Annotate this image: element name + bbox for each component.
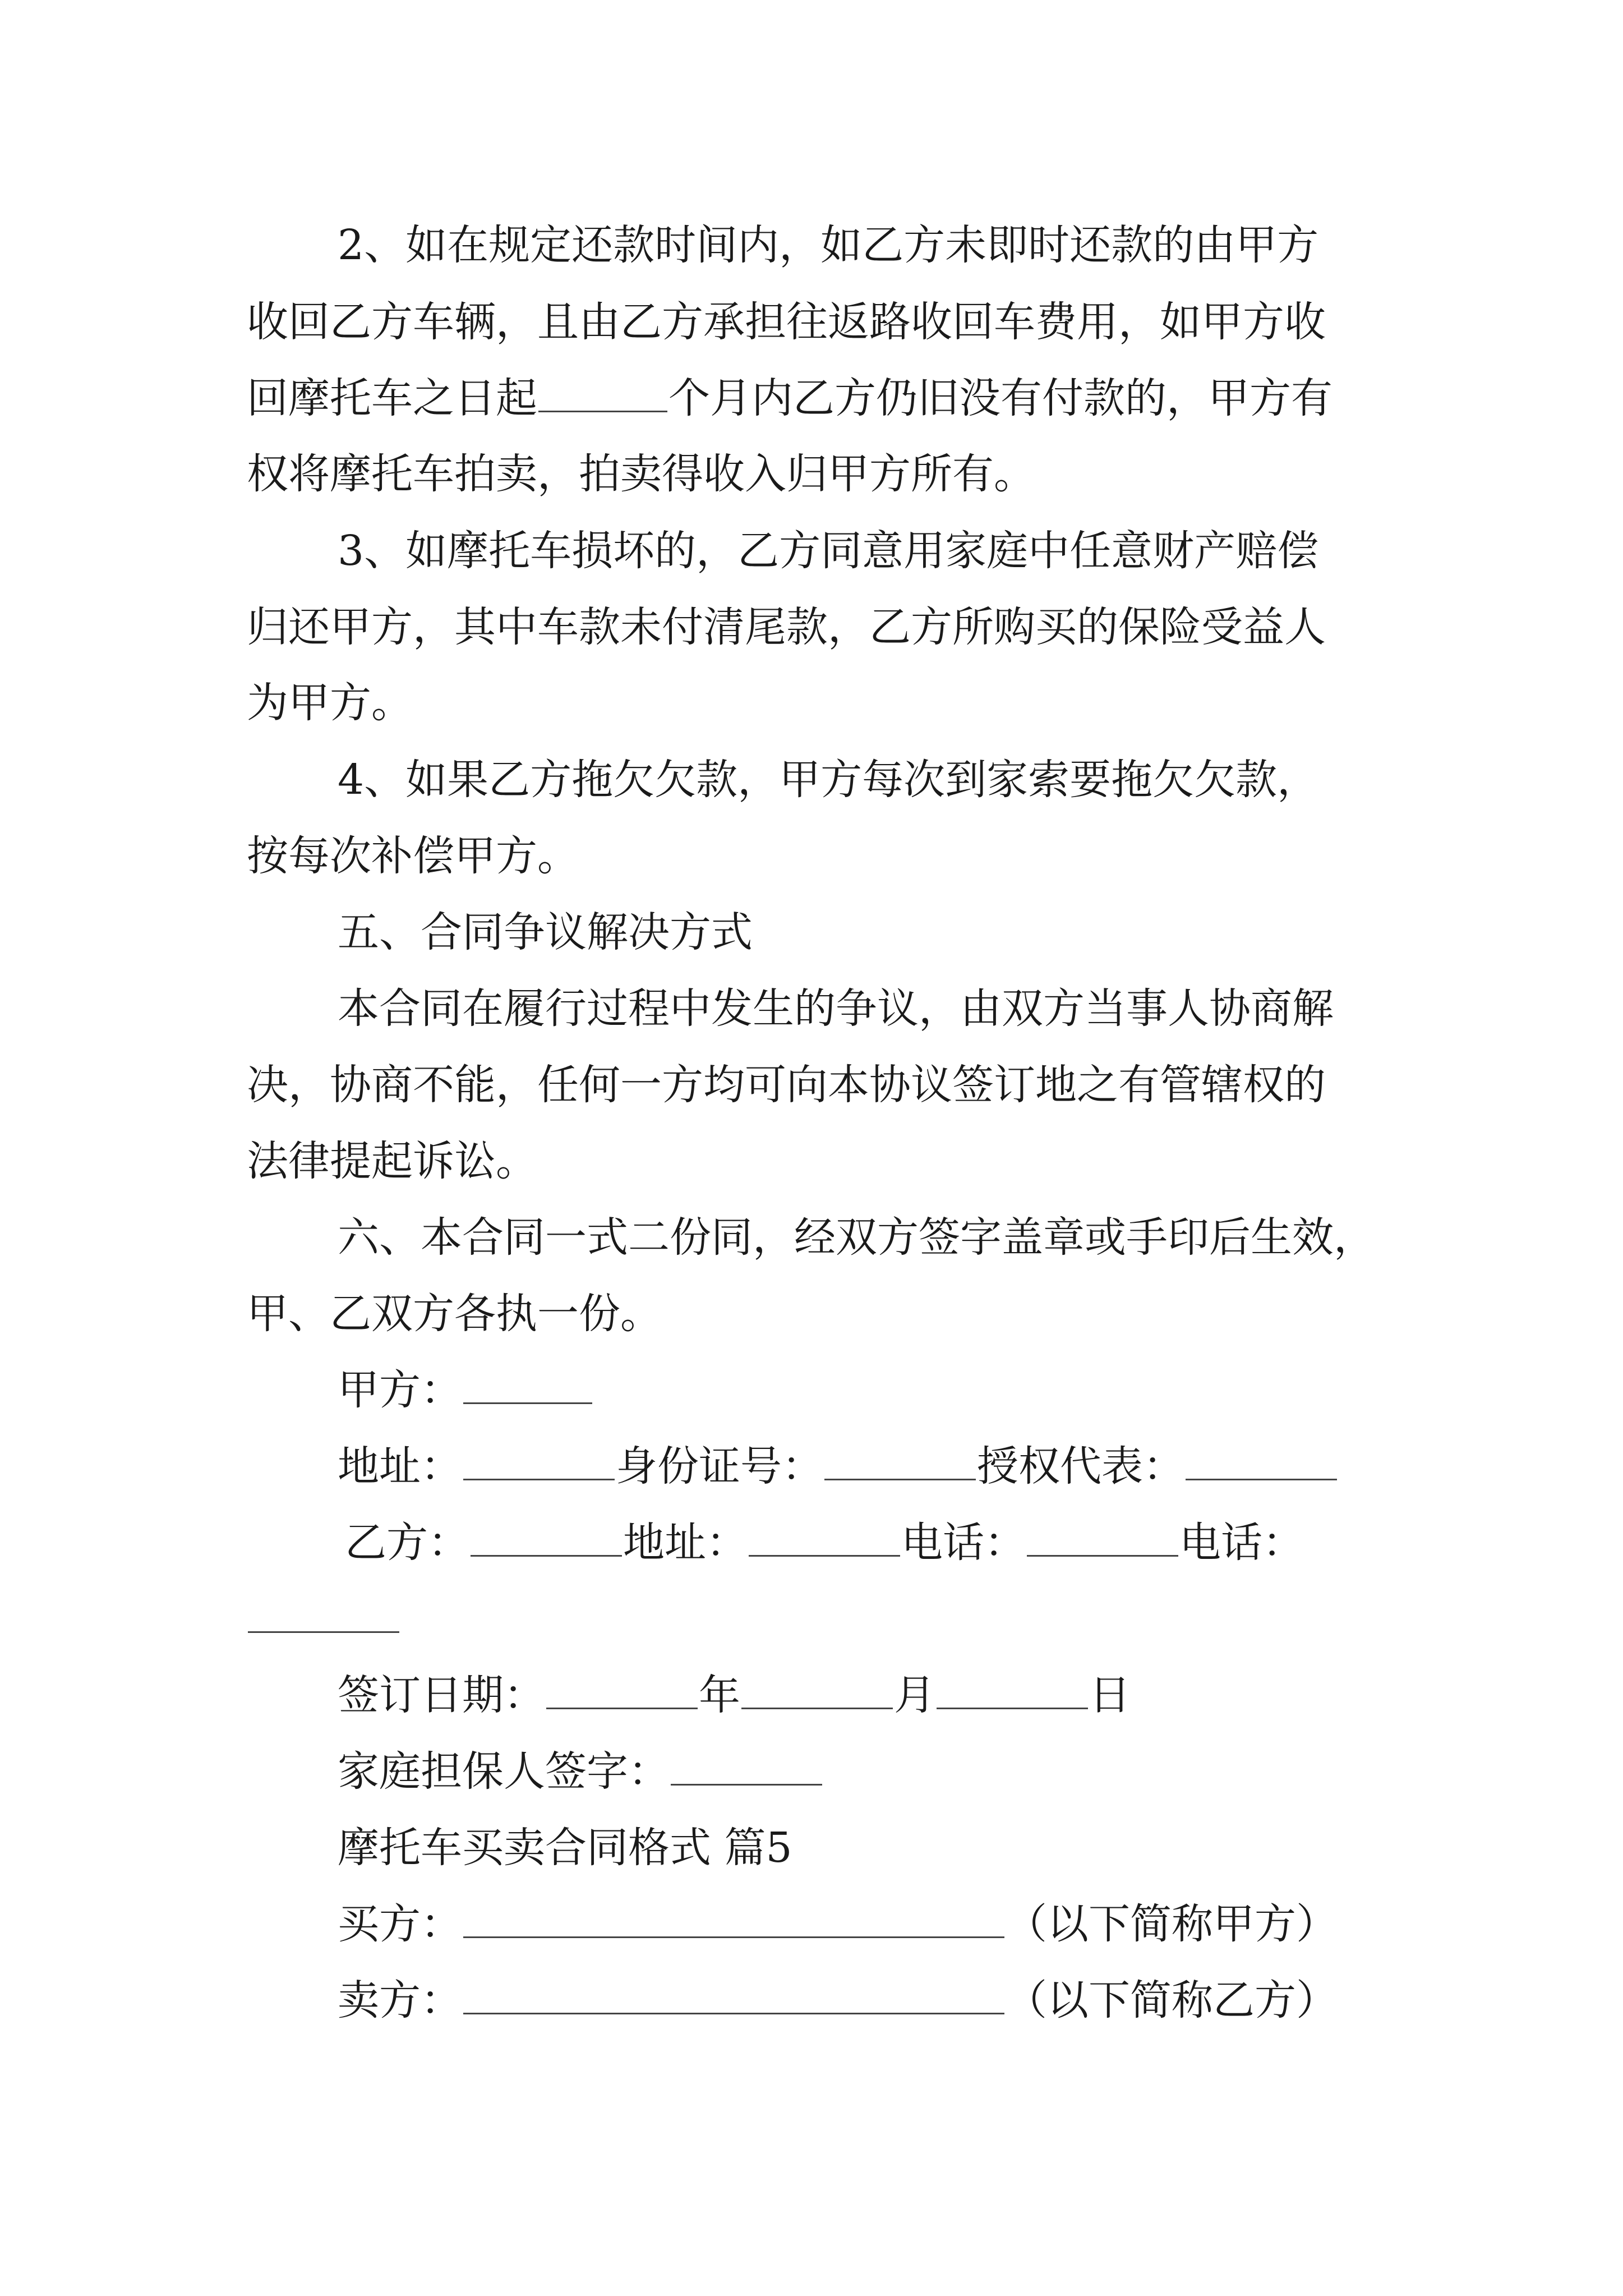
authorized-rep-label: 授权代表： bbox=[977, 1442, 1184, 1490]
guarantor-label: 家庭担保人签字： bbox=[338, 1747, 670, 1796]
buyer-note: （以下简称甲方） bbox=[1006, 1900, 1338, 1948]
buyer-label: 买方： bbox=[338, 1900, 462, 1948]
party-a-row bbox=[338, 1366, 593, 1414]
section-6-line-2: 甲、乙双方各执一份。 bbox=[247, 1290, 662, 1338]
seller-blank bbox=[463, 2012, 1004, 2014]
day-label: 日 bbox=[1089, 1671, 1131, 1719]
clause-4-line-2: 按每次补偿甲方。 bbox=[247, 832, 579, 880]
seller-label: 卖方： bbox=[338, 1976, 462, 2024]
clause-3-line-2: 归还甲方，其中车款未付清尾款，乙方所购买的保险受益人 bbox=[247, 603, 1326, 651]
clause-3-line-1: 3、如摩托车损坏的，乙方同意用家庭中任意财产赔偿 bbox=[338, 527, 1319, 575]
clause-2-line-3-after: 个月内乙方仍旧没有付款的，甲方有 bbox=[668, 374, 1332, 422]
clause-2-line-2: 收回乙方车辆，且由乙方承担往返路收回车费用，如甲方收 bbox=[247, 298, 1326, 346]
seller-note: （以下简称乙方） bbox=[1006, 1976, 1338, 2024]
clause-4-line-1: 4、如果乙方拖欠欠款，甲方每次到家索要拖欠欠款， bbox=[338, 756, 1319, 804]
id-number-blank bbox=[824, 1478, 976, 1480]
year-label: 年 bbox=[699, 1671, 740, 1719]
id-number-label: 身份证号： bbox=[616, 1442, 823, 1490]
address-2-blank bbox=[749, 1554, 900, 1557]
section-6-line-1: 六、本合同一式二份同，经双方签字盖章或手印后生效， bbox=[338, 1213, 1375, 1262]
year-blank bbox=[546, 1707, 698, 1709]
clause-2-line-3-before: 回摩托车之日起 bbox=[247, 374, 537, 422]
buyer-blank bbox=[463, 1936, 1004, 1938]
next-contract-title: 摩托车买卖合同格式 篇5 bbox=[338, 1824, 792, 1872]
phone-2-blank bbox=[248, 1631, 399, 1633]
sign-date-row bbox=[338, 1671, 1131, 1719]
phone-label: 电话： bbox=[901, 1519, 1026, 1567]
address-2-label: 地址： bbox=[623, 1519, 748, 1567]
phone-2-label: 电话： bbox=[1179, 1519, 1304, 1567]
party-a-blank bbox=[463, 1402, 592, 1404]
authorized-rep-blank bbox=[1186, 1478, 1337, 1480]
clause-2-line-4: 权将摩托车拍卖，拍卖得收入归甲方所有。 bbox=[247, 450, 1035, 498]
party-b-blank bbox=[471, 1554, 622, 1557]
section-5-line-2: 决，协商不能，任何一方均可向本协议签订地之有管辖权的 bbox=[247, 1061, 1326, 1109]
party-a-label: 甲方： bbox=[338, 1366, 462, 1414]
month-blank bbox=[741, 1707, 893, 1709]
day-blank bbox=[937, 1707, 1088, 1709]
guarantor-row bbox=[338, 1747, 823, 1796]
section-5-line-1: 本合同在履行过程中发生的争议，由双方当事人协商解 bbox=[338, 984, 1334, 1033]
address-blank bbox=[463, 1478, 615, 1480]
section-5-line-3: 法律提起诉讼。 bbox=[247, 1137, 537, 1185]
section-5-title: 五、合同争议解决方式 bbox=[338, 908, 753, 956]
clause-3-line-3: 为甲方。 bbox=[247, 679, 413, 727]
address-label: 地址： bbox=[338, 1442, 462, 1490]
sign-date-label: 签订日期： bbox=[338, 1671, 545, 1719]
months-blank bbox=[538, 410, 667, 412]
clause-2-line-1: 2、如在规定还款时间内，如乙方未即时还款的由甲方 bbox=[338, 221, 1319, 269]
guarantor-blank bbox=[671, 1783, 822, 1786]
clause-2-line-3 bbox=[247, 374, 1332, 422]
seller-row bbox=[338, 1976, 1338, 2024]
phone-2-row bbox=[247, 1598, 400, 1640]
party-b-row bbox=[345, 1519, 1304, 1567]
address-id-row bbox=[338, 1442, 1338, 1490]
buyer-row bbox=[338, 1900, 1338, 1948]
phone-blank bbox=[1027, 1554, 1178, 1557]
party-b-label: 乙方： bbox=[345, 1519, 469, 1567]
month-label: 月 bbox=[894, 1671, 935, 1719]
